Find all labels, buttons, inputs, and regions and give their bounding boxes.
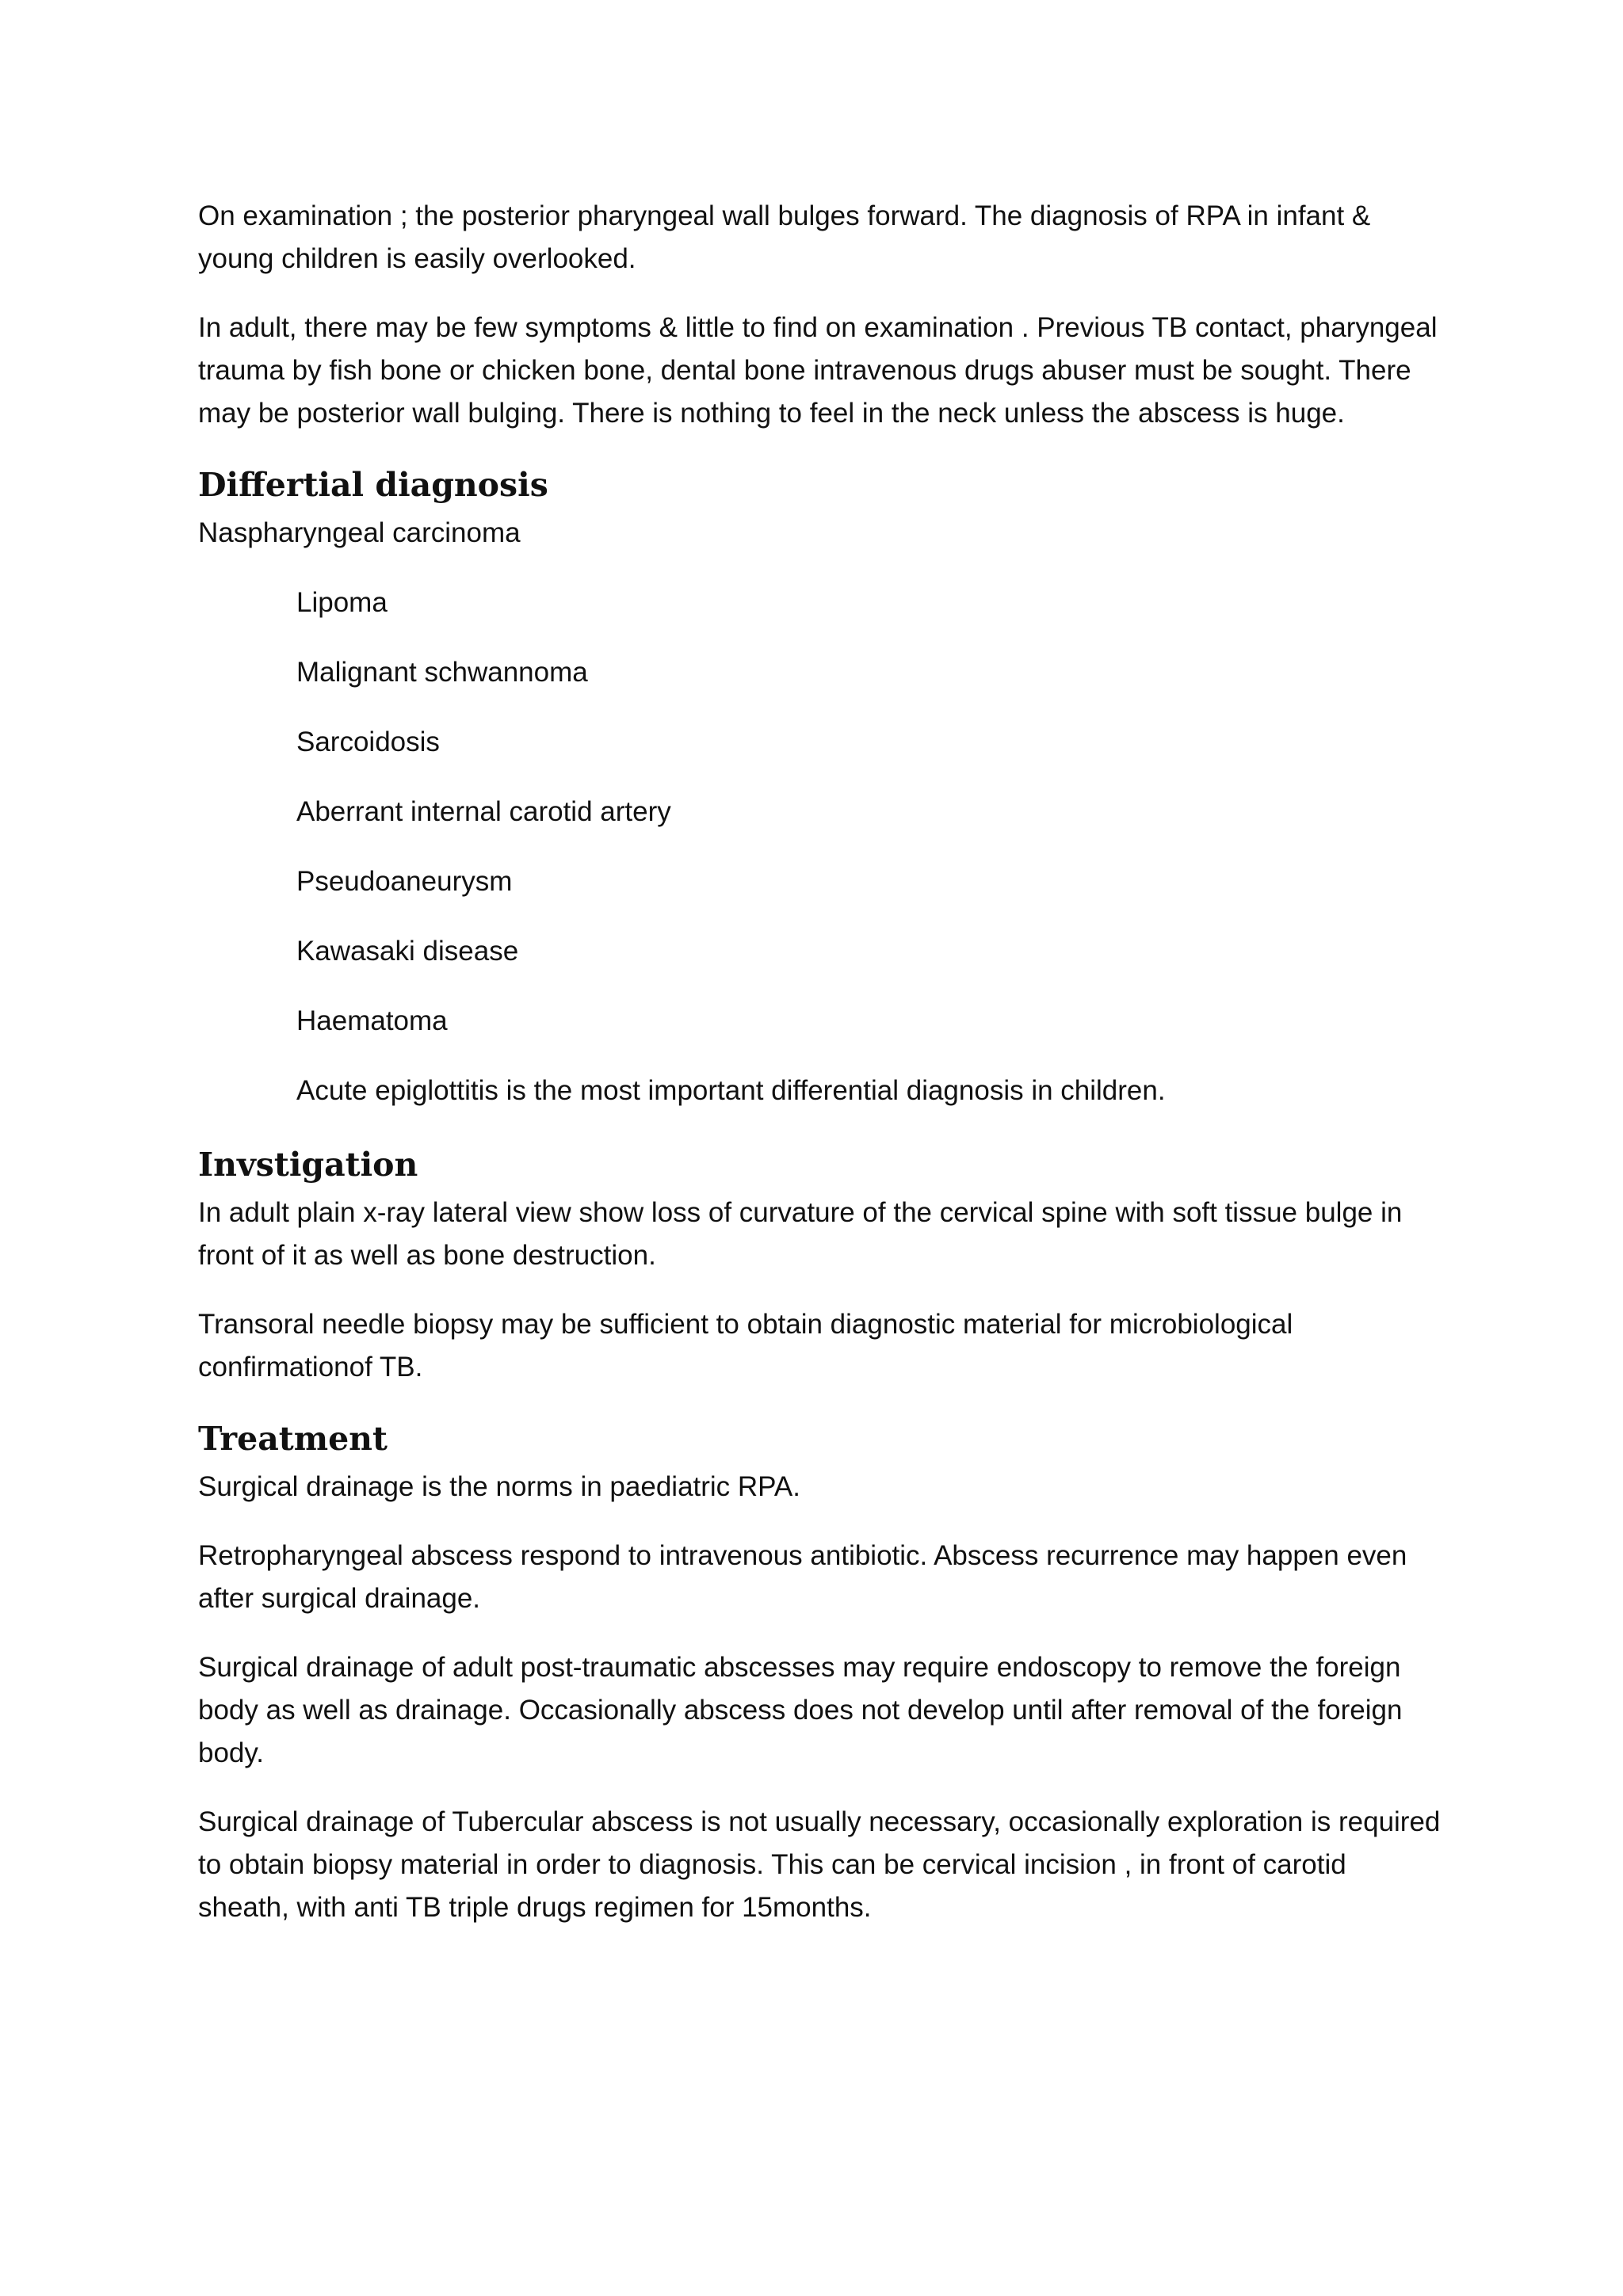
- treatment-paragraph-2: Retropharyngeal abscess respond to intravenous antibiotic. Abscess recurrence may happen even after surgical drainage.: [198, 1540, 1407, 1614]
- differential-first-item: Naspharyngeal carcinoma: [198, 517, 521, 548]
- list-item: Haematoma: [296, 1005, 448, 1036]
- examination-paragraph-1: On examination ; the posterior pharyngeal wall bulges forward. The diagnosis of RPA in infant & young children is easily overlooked.: [198, 200, 1371, 274]
- list-item: Kawasaki disease: [296, 936, 519, 967]
- treatment-paragraph-3: Surgical drainage of adult post-traumatic abscesses may require endoscopy to remove the foreign body as well as drainage. Occasionally abscess does not develop until after removal of the foreign body.: [198, 1652, 1403, 1768]
- investigation-paragraph-2: Transoral needle biopsy may be sufficient to obtain diagnostic material for microbiological confirmationof TB.: [198, 1309, 1293, 1383]
- list-item: Acute epiglottitis is the most important differential diagnosis in children.: [296, 1075, 1166, 1106]
- differential-diagnosis-heading: Differtial diagnosis: [198, 466, 548, 504]
- investigation-paragraph-1: In adult plain x-ray lateral view show loss of curvature of the cervical spine with soft tissue bulge in front of it as well as bone destruction.: [198, 1197, 1403, 1271]
- treatment-paragraph-1: Surgical drainage is the norms in paediatric RPA.: [198, 1471, 801, 1502]
- list-item: Aberrant internal carotid artery: [296, 796, 671, 827]
- list-item: Malignant schwannoma: [296, 657, 588, 688]
- treatment-paragraph-4: Surgical drainage of Tubercular abscess is not usually necessary, occasionally exploration is required to obtain biopsy material in order to diagnosis. This can be cervical incision , in front of carotid sheath, with anti TB triple drugs regimen for 15months.: [198, 1806, 1441, 1923]
- treatment-heading: Treatment: [198, 1420, 388, 1458]
- list-item: Pseudoaneurysm: [296, 866, 513, 897]
- differential-list: [198, 582, 1442, 1112]
- list-item: Sarcoidosis: [296, 727, 440, 757]
- document-body: [198, 195, 1442, 1955]
- list-item: Lipoma: [296, 587, 388, 618]
- examination-paragraph-2: In adult, there may be few symptoms & little to find on examination . Previous TB contact, pharyngeal trauma by fish bone or chicken bone, dental bone intravenous drugs abuser must be sought. There may be posterior wall bulging. There is nothing to feel in the neck unless the abscess is huge.: [198, 312, 1438, 429]
- investigation-heading: Invstigation: [198, 1146, 418, 1184]
